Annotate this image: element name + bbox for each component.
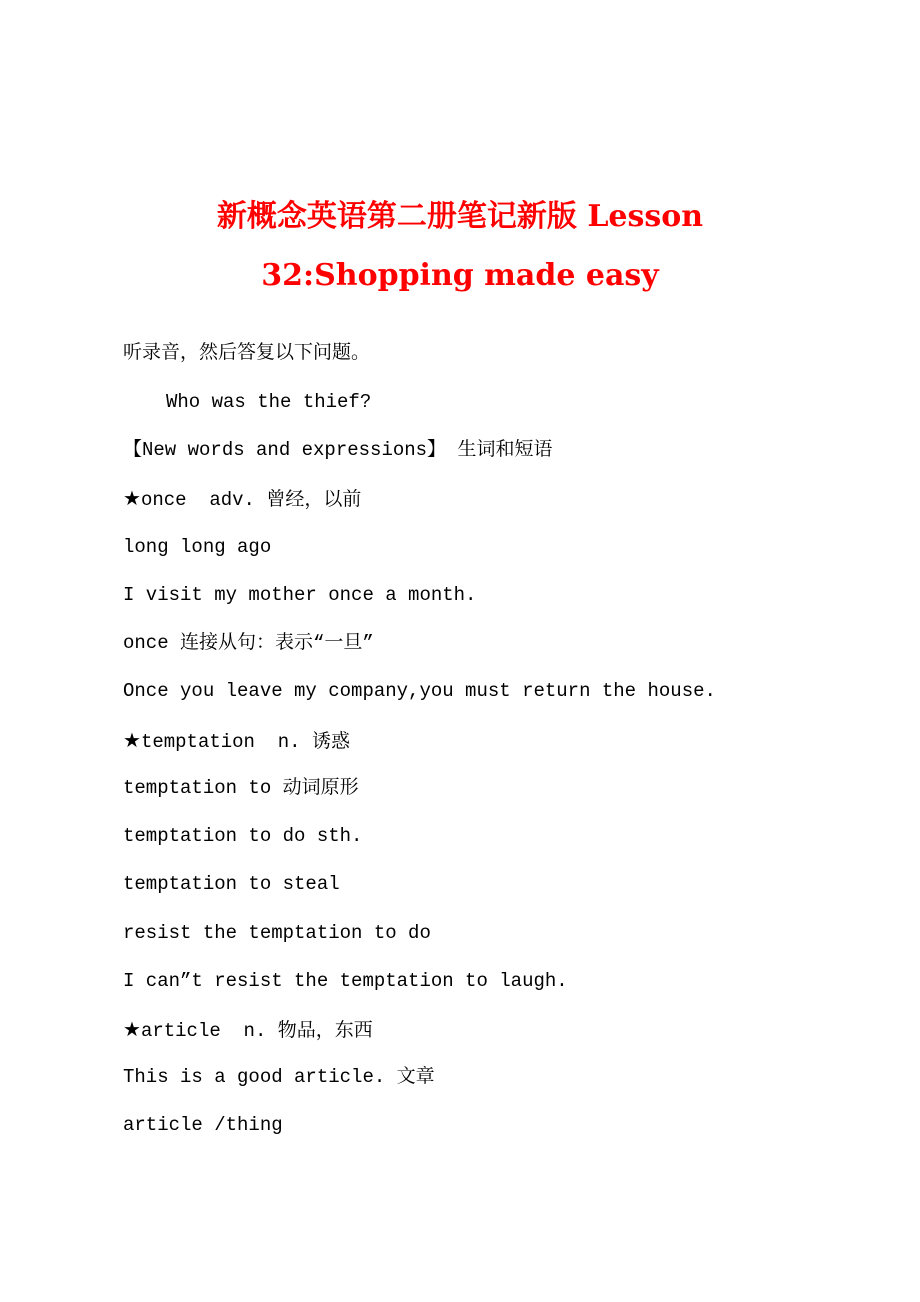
example-line: temptation to steal [123,873,340,895]
vocab-entry-once [123,485,361,513]
star-icon: ★ [123,728,141,752]
example-line: temptation to do sth. [123,825,363,847]
section-header: 【New words and expressions】 生词和短语 [123,439,553,461]
example-line: long long ago [123,536,272,558]
document-title-line-1: 新概念英语第二册笔记新版 Lesson [216,199,704,234]
example-line: article /thing [123,1114,283,1136]
entry-text: article n. 物品，东西 [140,1020,373,1042]
entry-text: temptation n. 诱惑 [140,731,350,753]
example-line: once 连接从句：表示“一旦” [123,632,374,654]
entry-text: once adv. 曾经，以前 [140,489,362,511]
document-title-line-2: 32:Shopping made easy [261,258,659,293]
example-line: resist the temptation to do [123,922,431,944]
star-icon: ★ [123,486,141,510]
vocab-entry-article [123,1016,373,1044]
example-line: This is a good article. 文章 [123,1066,435,1088]
instruction-text: 听录音，然后答复以下问题。 [123,342,371,364]
example-line: Once you leave my company,you must return the house. [123,680,716,702]
example-line: I visit my mother once a month. [123,584,477,606]
star-icon: ★ [123,1017,141,1041]
question-text: Who was the thief? [166,391,372,413]
example-line: I can”t resist the temptation to laugh. [123,970,568,992]
vocab-entry-temptation [123,727,350,755]
example-line: temptation to 动词原形 [123,777,359,799]
